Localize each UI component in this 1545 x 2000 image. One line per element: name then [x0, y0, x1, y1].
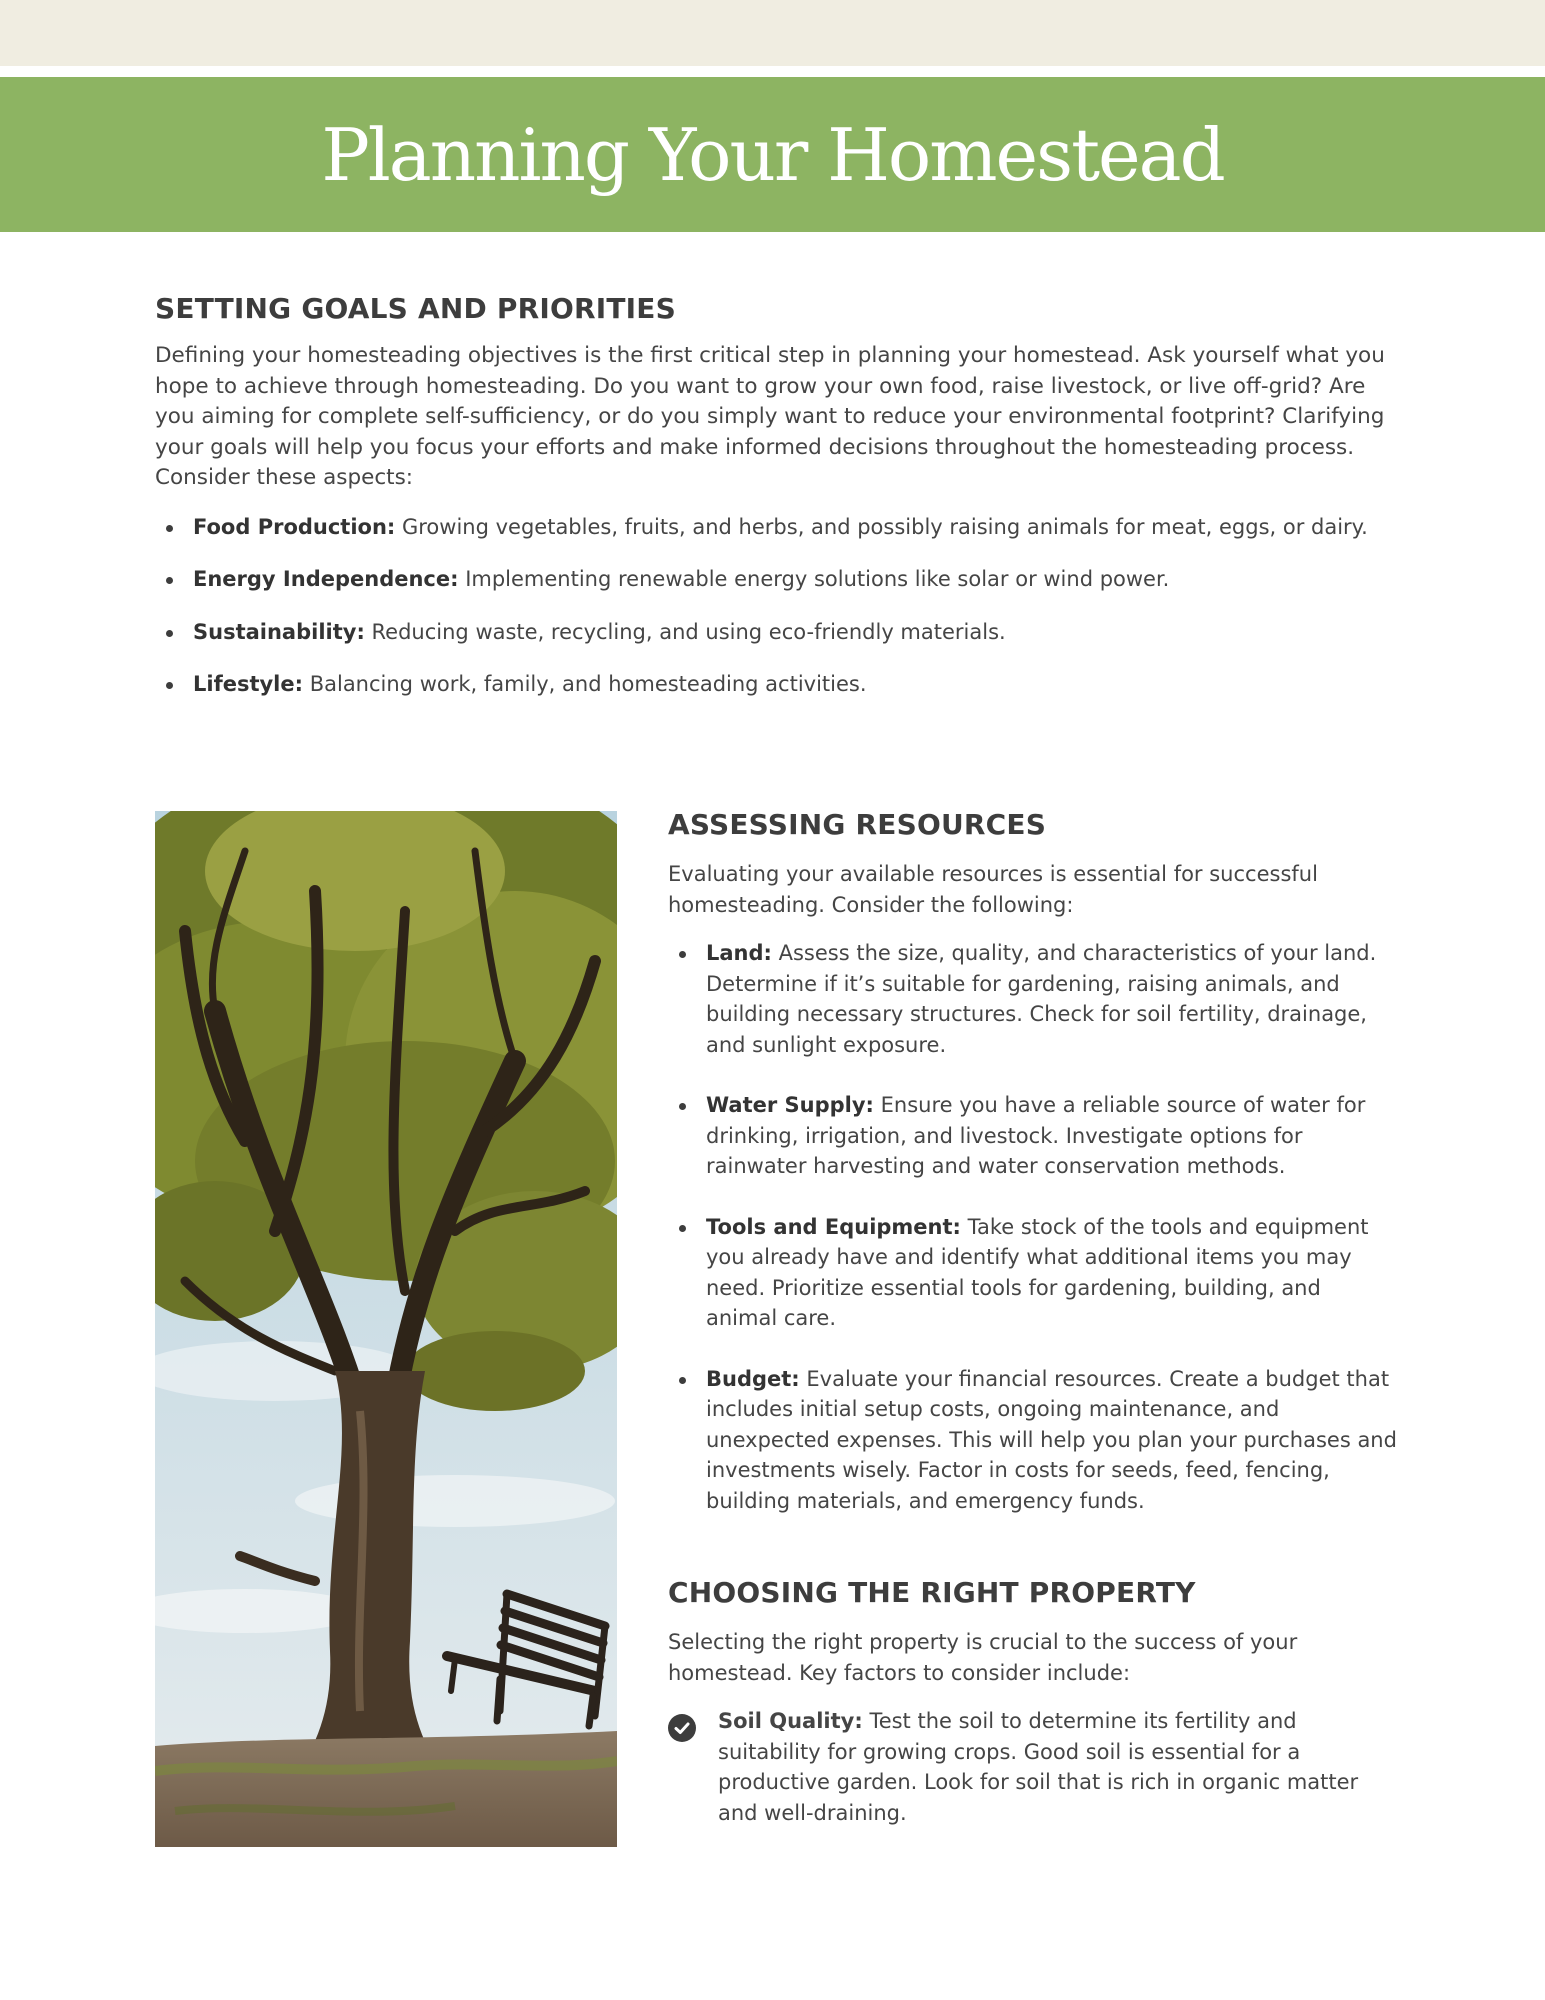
item-term: Energy Independence: — [193, 567, 459, 591]
page-title: Planning Your Homestead — [321, 112, 1224, 197]
list-item — [668, 1090, 1398, 1182]
list-item — [668, 1706, 1398, 1828]
item-text: Test the soil to determine its fertility and suitability for growing crops. Good soil is essential for a productive garden. Look for soil that is rich in organic matter and well-draining. — [718, 1709, 1359, 1825]
goals-heading: SETTING GOALS AND PRIORITIES — [155, 292, 676, 325]
item-term: Soil Quality: — [718, 1709, 863, 1733]
resources-section — [668, 808, 1398, 1516]
goals-intro: Defining your homesteading objectives is the first critical step in planning your homestead. Ask yourself what you hope to achieve through homesteading. Do you want to grow your own food, raise livestock, or live off-grid? Are you aiming for complete self-sufficiency, or do you simply want to reduce your environmental footprint? Clarifying your goals will help you focus your efforts and make informed decisions throughout the homesteading process. Consider these aspects: — [155, 343, 1385, 490]
property-section — [668, 1576, 1398, 1828]
title-banner — [0, 77, 1545, 232]
list-item — [668, 938, 1398, 1060]
item-text: Implementing renewable energy solutions like solar or wind power. — [458, 567, 1170, 591]
list-item — [668, 1212, 1398, 1334]
tree-bench-photo — [155, 811, 617, 1847]
resources-intro: Evaluating your available resources is essential for successful homesteading. Consider the following: — [668, 862, 1318, 917]
item-text: Take stock of the tools and equipment you already have and identify what additional items you may need. Prioritize essential tools for gardening, building, and animal care. — [706, 1214, 1369, 1330]
property-heading: CHOOSING THE RIGHT PROPERTY — [668, 1576, 1196, 1609]
item-term: Budget: — [706, 1366, 800, 1391]
property-intro: Selecting the right property is crucial to the success of your homestead. Key factors to consider include: — [668, 1630, 1298, 1685]
item-text: Reducing waste, recycling, and using eco-friendly materials. — [364, 619, 1006, 644]
item-term: Land: — [706, 941, 772, 965]
item-text: Growing vegetables, fruits, and herbs, and possibly raising animals for meat, eggs, or dairy. — [395, 514, 1368, 539]
list-item — [155, 617, 1405, 648]
item-term: Food Production: — [193, 514, 396, 539]
goals-list — [155, 512, 1405, 700]
check-circle-icon — [668, 1714, 696, 1742]
top-strip — [0, 0, 1545, 66]
item-text: Ensure you have a reliable source of water for drinking, irrigation, and livestock. Investigate options for rainwater harvesting and water conservation methods. — [706, 1093, 1366, 1178]
item-text: Assess the size, quality, and characteristics of your land. Determine if it’s suitable for gardening, raising animals, and building necessary structures. Check for soil fertility, drainage, and sunlight exposure. — [706, 941, 1377, 1057]
list-item — [668, 1364, 1398, 1517]
right-column — [668, 808, 1398, 1828]
item-term: Tools and Equipment: — [706, 1214, 961, 1239]
item-text: Balancing work, family, and homesteading activities. — [303, 672, 867, 696]
resources-heading: ASSESSING RESOURCES — [668, 808, 1047, 841]
item-term: Lifestyle: — [193, 672, 304, 696]
list-item — [155, 512, 1405, 543]
item-term: Sustainability: — [193, 619, 365, 644]
item-text: Evaluate your financial resources. Create a budget that includes initial setup costs, ongoing maintenance, and unexpected expenses. This will help you plan your purchases and investments wisely. Factor in costs for seeds, feed, fencing, building materials, and emergency funds. — [706, 1366, 1397, 1513]
resources-list — [668, 938, 1398, 1516]
property-list — [668, 1706, 1398, 1828]
goals-section — [155, 292, 1405, 722]
list-item — [155, 564, 1405, 595]
list-item — [155, 669, 1405, 700]
item-term: Water Supply: — [706, 1093, 874, 1117]
